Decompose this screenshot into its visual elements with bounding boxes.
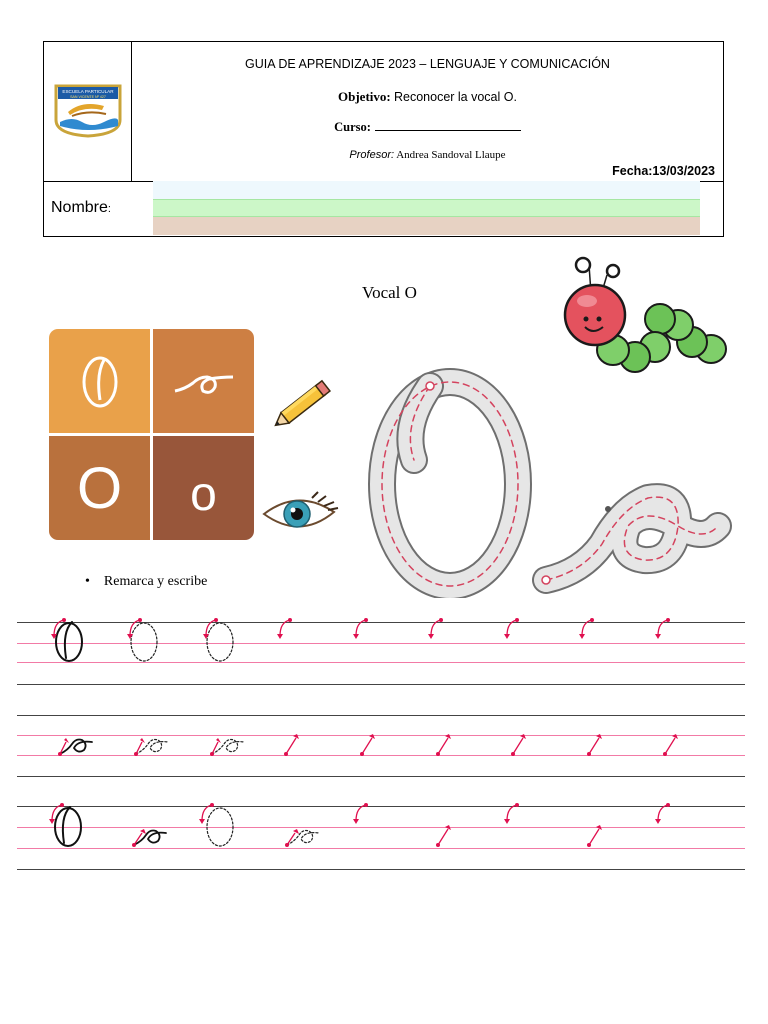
instruction: [85, 574, 207, 590]
objetivo-line: [132, 89, 723, 105]
grid-print-lowercase: o: [153, 436, 254, 540]
practice-row-mixed: [0, 795, 768, 860]
nombre-colon: :: [107, 203, 111, 215]
writing-line: [17, 684, 745, 685]
header-table: [43, 41, 724, 237]
grid-cursive-lowercase: [153, 329, 254, 433]
name-band-middle[interactable]: [153, 199, 700, 217]
nombre-label: [51, 199, 111, 217]
letter-grid: [49, 329, 254, 540]
practice-row-uppercase: [0, 608, 768, 678]
objetivo-value: Reconocer la vocal O.: [393, 90, 517, 104]
school-logo-icon: [52, 82, 124, 138]
writing-line: [17, 715, 745, 716]
writing-line: [17, 776, 745, 777]
grid-print-uppercase: O: [49, 436, 150, 540]
pencil-icon: [266, 372, 338, 436]
instruction-text: Remarca y escribe: [103, 574, 208, 589]
grid-cursive-uppercase: [49, 329, 150, 433]
curso-blank[interactable]: [375, 120, 521, 131]
cursive-uppercase-o-icon: [70, 346, 130, 416]
name-band-bottom[interactable]: [153, 217, 700, 235]
vocal-title: Vocal O: [362, 283, 417, 302]
practice-row-lowercase: [0, 718, 768, 768]
guide-title: GUIA DE APRENDIZAJE 2023 – LENGUAJE Y COMUNICACIÓN: [245, 57, 610, 71]
curso-line: [132, 120, 723, 135]
logo-text-top: ESCUELA PARTICULAR: [62, 89, 114, 94]
profesor-line: [132, 149, 723, 161]
profesor-value: Andrea Sandoval Llaupe: [396, 149, 506, 161]
tracing-letter-icon: [368, 366, 738, 598]
fecha: Fecha:13/03/2023: [612, 164, 715, 178]
curso-label: Curso:: [334, 120, 371, 134]
nombre-text: Nombre: [51, 199, 108, 216]
writing-line: [17, 869, 745, 870]
logo-text-sub: SAN VICENTE Nº 427: [70, 95, 106, 99]
name-band-top[interactable]: [153, 181, 700, 199]
profesor-label: Profesor:: [349, 149, 395, 161]
objetivo-label: Objetivo:: [338, 89, 391, 104]
logo-cell: [44, 42, 132, 181]
cursive-lowercase-o-icon: [169, 361, 239, 401]
eye-icon: [260, 484, 340, 538]
bullet-dot: •: [85, 574, 90, 589]
